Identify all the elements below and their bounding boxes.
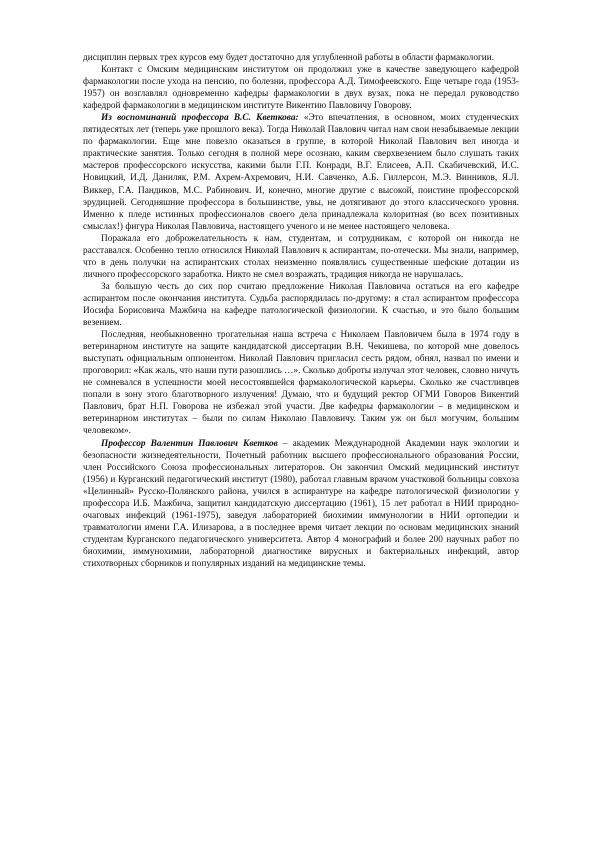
paragraph-biography [83, 438, 519, 571]
paragraph-aspirant-offer [83, 281, 519, 329]
paragraph-text: – академик Международной Академии наук экологии и безопасности жизнедеятельности, Почетный работник высшего профессионального образования России, член Российского Союза профессиональных литераторов. Он закончил Омский медицинский институт (1956) и Курганский педагогический институт (1980), работал главным врачом участковой больницы совхоза «Целинный» Русско-Полянского района, учился в аспирантуре на кафедре патологической физиологии у профессора И.Б. Мажбича, защитил кандидатскую диссертацию (1961), 15 лет работал в НИИ природно-очаговых инфекций (1961-1975), заведуя лабораторией биохимии иммунологии в НИИ ортопедии и травматологии имени Г.А. Илизарова, а в последнее время читает лекции по основам медицинских знаний студентам Курганского педагогического университета. Автор 4 монографий и более 200 научных работ по биохимии, иммунохимии, лабораторной диагностике вирусных и бактериальных инфекций, автор стихотворных сборников и популярных изданий на медицинские темы. [83, 438, 519, 569]
paragraph-continuation [83, 52, 519, 64]
paragraph-text: дисциплин первых трех курсов ему будет достаточно для углубленной работы в области фармакологии. [83, 53, 495, 63]
paragraph-text: Поражала его доброжелательность к нам, студентам, и сотрудникам, с которой он никогда не расставался. Особенно тепло относился Николай Павлович к аспирантам, по-отечески. Мы знали, например, что в день получки на аспирантских столах неизменно появлялись существенные шефские дотации из личного профессорского заработка. Никто не смел возражать, традиция никогда не нарушалась. [83, 233, 519, 280]
paragraph-omsk-contact [83, 64, 519, 112]
paragraph-memoirs-kvetkov [83, 112, 519, 232]
paragraph-kindness [83, 233, 519, 281]
paragraph-last-meeting [83, 329, 519, 437]
paragraph-text: Контакт с Омским медицинским институтом он продолжил уже в качестве заведующего кафедрой фармакологии после ухода на пенсию, по болезни, профессора А.Д. Тимофеевского. Еще четыре года (1953-1957) он возглавлял одновременно кафедры фармакологии в двух вузах, пока не передал руководство кафедрой фармакологии в медицинском институте Викентию Павловичу Говорову. [83, 65, 519, 112]
document-page [83, 52, 519, 570]
paragraph-text: За большую честь до сих пор считаю предложение Николая Павловича остаться на его кафедре аспирантом после окончания института. Судьба распорядилась по-другому: я стал аспирантом профессора Иосифа Борисовича Мажбича на кафедре патологической физиологии. К счастью, и это было большим везением. [83, 281, 519, 329]
paragraph-text: «Это впечатления, в основном, моих студенческих пятидесятых лет (теперь уже прошлого века). Тогда Николай Павлович читал нам свои незабываемые лекции по фармакологии. Еще мне повезло оказаться в группе, в которой Николай Павлович вел иногда и практические занятия. Только сегодня в полной мере осознаю, каким сверхвезением было слушать таких мастеров профессорского искусства, какими были Г.П. Конради, В.Г. Елисеев, А.П. Скабичевский, И.С. Новицкий, И.Д. Даниляк, Р.М. Ахрем-Ахремович, Н.И. Савченко, А.Б. Гиллерсон, М.Э. Винников, Я.Л. Виккер, Г.А. Пандиков, М.С. Рабинович. И, конечно, многие другие с высокой, поистине профессорской эрудицией. Сегодняшние профессора в большинстве, увы, не дотягивают до этого классического уровня. Именно к пледе истинных профессионалов своего дела принадлежала колоритная (во всех позитивных смыслах!) фигура Николая Павловича, настоящего ученого и не менее настоящего человека. [83, 113, 519, 232]
biography-heading: Профессор Валентин Павлович Кветков [101, 438, 278, 449]
memoir-heading: Из воспоминаний профессора В.С. Кветкова: [101, 113, 299, 124]
paragraph-text: Последняя, необыкновенно трогательная наша встреча с Николаем Павловичем была в 1974 году в ветеринарном институте на защите кандидатской диссертации В.Н. Чекишева, по которой мне довелось выступать официальным оппонентом. Николай Павлович пригласил сесть рядом, обнял, назвал по имени и проговорил: «Как жаль, что наши пути разошлись …». Сколько доброты излучал этот человек, словно ничуть не сомневался в успешности моей несостоявшейся фармакологической карьеры. Сколько же счастливцев попали в зону этого благотворного излучения! Думаю, что и будущий ректор ОГМИ Говоров Викентий Павлович, брат Н.П. Говорова не избежал этой участи. Две кафедры фармакологии – в медицинском и ветеринарном институтах – были по силам Николаю Павловичу. Таким уж он был могучим, большим человеком». [83, 330, 519, 437]
